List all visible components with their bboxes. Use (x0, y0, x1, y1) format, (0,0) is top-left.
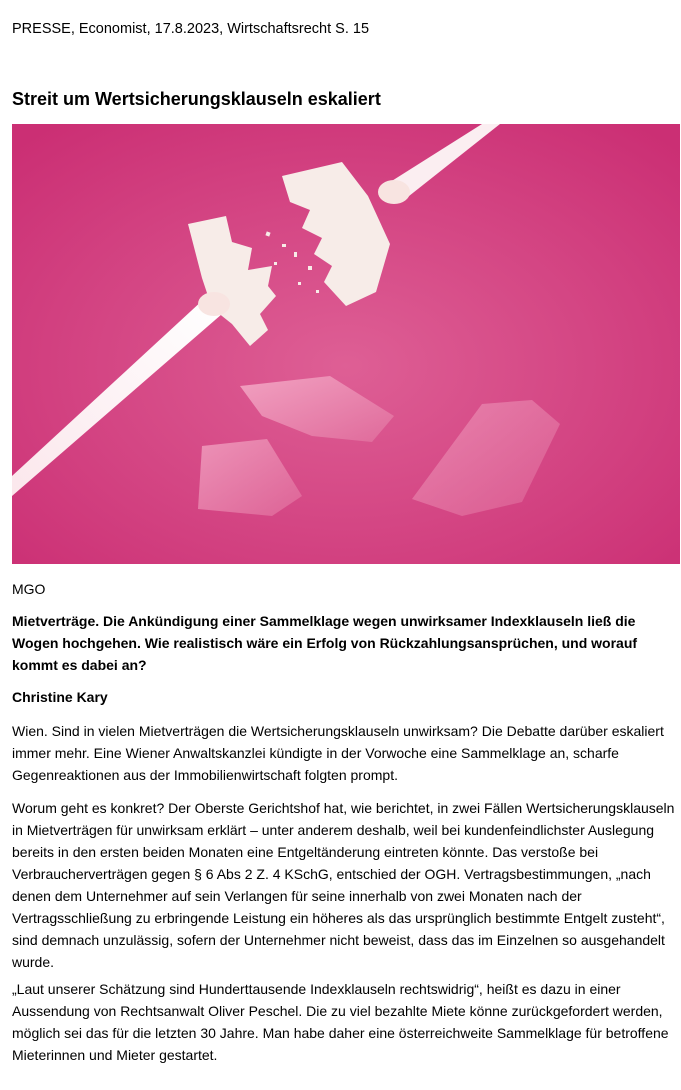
body-paragraph-2 (12, 797, 680, 973)
body-paragraph-1 (12, 720, 680, 786)
torn-paper-illustration (12, 124, 680, 564)
paragraph-text: Worum geht es konkret? Der Oberste Gerichtshof hat, wie berichtet, in zwei Fällen Wertsicherungsklauseln in Mietverträgen für unwirksam erklärt – unter anderem deshalb, weil bei kundenfeindlichster Auslegung bereits in den ersten beiden Monaten eine Entgeltänderung eintreten könnte. Das verstoße bei Verbraucherverträgen gegen § 6 Abs 2 Z. 4 KSchG, entschied der OGH. Vertragsbestimmungen, „nach denen dem Unternehmer auf sein Verlangen für seine innerhalb von zwei Monaten nach der Vertragsschließung zu erbringende Leistung ein höheres als das ursprünglich bestimmte Entgelt zusteht“, sind demnach unzulässig, sofern der Unternehmer nicht beweist, dass das im Einzelnen so ausgehandelt wurde. (12, 800, 675, 970)
image-credit: MGO (12, 581, 46, 597)
author-name: Christine Kary (12, 689, 108, 705)
body-paragraph-3 (12, 978, 680, 1066)
source-line: PRESSE, Economist, 17.8.2023, Wirtschaftsrecht S. 15 (12, 21, 370, 37)
paragraph-text: „Laut unserer Schätzung sind Hunderttausende Indexklauseln rechtswidrig“, heißt es dazu in einer Aussendung von Rechtsanwalt Oliver Peschel. Die zu viel bezahlte Miete könne zurückgefordert werden, möglich sei das für die letzten 30 Jahre. Man habe daher eine österreichweite Sammelklage für betroffene Mieterinnen und Mieter gestartet. (12, 981, 669, 1063)
lead-text: Mietverträge. Die Ankündigung einer Sammelklage wegen unwirksamer Indexklauseln ließ die Wogen hochgehen. Wie realistisch wäre ein Erfolg von Rückzahlungsansprüchen, und worauf kommt es dabei an? (12, 613, 638, 673)
paragraph-text: Wien. Sind in vielen Mietverträgen die Wertsicherungsklauseln unwirksam? Die Debatte darüber eskaliert immer mehr. Eine Wiener Anwaltskanzlei kündigte in der Vorwoche eine Sammelklage an, scharfe Gegenreaktionen aus der Immobilienwirtschaft folgten prompt. (12, 723, 664, 783)
article-illustration (12, 124, 680, 564)
article-headline: Streit um Wertsicherungsklauseln eskaliert (12, 89, 381, 109)
article-lead (12, 610, 674, 676)
